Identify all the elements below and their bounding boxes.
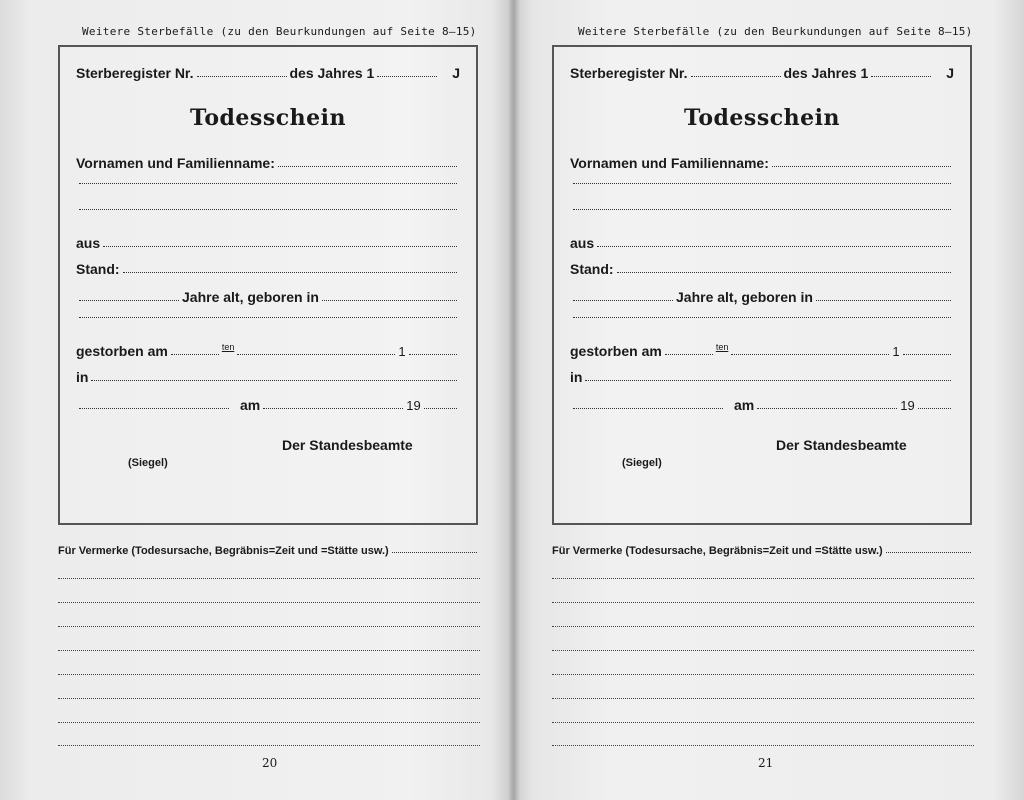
- status-row: [570, 261, 954, 277]
- register-label: Sterberegister Nr.: [570, 65, 688, 81]
- name-continuation-row: [76, 209, 460, 214]
- registrar-label: Der Standesbeamte: [776, 437, 907, 453]
- running-head: Weitere Sterbefälle (zu den Beurkundungen auf Seite 8–15): [578, 25, 973, 38]
- age-field: [573, 300, 673, 301]
- seal-label: (Siegel): [128, 457, 168, 469]
- in-label: in: [76, 369, 89, 385]
- status-field: [123, 272, 457, 273]
- page-number: 21: [758, 756, 774, 770]
- notes-line: [552, 674, 974, 675]
- register-row: [76, 65, 460, 81]
- name-continuation-row: [76, 183, 460, 188]
- notes-line: [552, 745, 974, 746]
- name-field-line-3: [79, 209, 457, 210]
- form-title: Todesschein: [684, 105, 840, 131]
- death-certificate-form: [552, 45, 972, 525]
- from-row: [76, 235, 460, 251]
- notes-field: [886, 552, 971, 553]
- century-prefix: 1: [892, 344, 900, 359]
- name-field-line-2: [79, 183, 457, 184]
- issue-year-field: [424, 408, 457, 409]
- year-field: [377, 76, 437, 77]
- issue-date-row: [570, 397, 954, 413]
- died-row: [570, 343, 954, 359]
- issue-year-field: [918, 408, 951, 409]
- death-day-field: [171, 354, 219, 355]
- name-field-line-3: [573, 209, 951, 210]
- death-day-field: [665, 354, 713, 355]
- status-label: Stand:: [76, 261, 120, 277]
- death-year-field: [903, 354, 951, 355]
- notes-line: [552, 650, 974, 651]
- blank-row: [76, 317, 460, 322]
- left-page: [0, 0, 510, 800]
- notes-line: [552, 602, 974, 603]
- ordinal-suffix: ten: [221, 342, 235, 352]
- status-label: Stand:: [570, 261, 614, 277]
- issue-date-row: [76, 397, 460, 413]
- notes-line: [552, 578, 974, 579]
- form-marker: J: [946, 65, 954, 81]
- age-row: [76, 289, 460, 305]
- name-continuation-row: [570, 209, 954, 214]
- form-title: Todesschein: [190, 105, 346, 131]
- name-label: Vornamen und Familienname:: [76, 155, 275, 171]
- issue-date-field: [757, 408, 897, 409]
- right-page: [514, 0, 1024, 800]
- death-year-field: [409, 354, 457, 355]
- century-19: 19: [900, 398, 915, 413]
- blank-row: [570, 317, 954, 322]
- running-head: Weitere Sterbefälle (zu den Beurkundungen auf Seite 8–15): [82, 25, 477, 38]
- place-row: [570, 369, 954, 385]
- name-row: [76, 155, 460, 171]
- died-label: gestorben am: [76, 343, 168, 359]
- status-row: [76, 261, 460, 277]
- died-label: gestorben am: [570, 343, 662, 359]
- registrar-label: Der Standesbeamte: [282, 437, 413, 453]
- register-label: Sterberegister Nr.: [76, 65, 194, 81]
- birthplace-field-line-2: [79, 317, 457, 318]
- am-label: am: [734, 397, 755, 413]
- notes-header: [58, 545, 480, 557]
- page-number: 20: [262, 756, 278, 770]
- seal-label: (Siegel): [622, 457, 662, 469]
- from-field: [103, 246, 457, 247]
- notes-line: [58, 722, 480, 723]
- age-field: [79, 300, 179, 301]
- death-month-field: [237, 354, 395, 355]
- in-label: in: [570, 369, 583, 385]
- age-label: Jahre alt, geboren in: [182, 289, 319, 305]
- register-number-field: [197, 76, 287, 77]
- from-label: aus: [76, 235, 101, 251]
- death-certificate-form: [58, 45, 478, 525]
- am-label: am: [240, 397, 261, 413]
- notes-line: [58, 674, 480, 675]
- ordinal-suffix: ten: [715, 342, 729, 352]
- name-field: [772, 166, 951, 167]
- notes-field: [392, 552, 477, 553]
- from-label: aus: [570, 235, 595, 251]
- notes-line: [58, 698, 480, 699]
- name-field: [278, 166, 457, 167]
- name-label: Vornamen und Familienname:: [570, 155, 769, 171]
- place-row: [76, 369, 460, 385]
- name-row: [570, 155, 954, 171]
- age-row: [570, 289, 954, 305]
- birthplace-field-line-2: [573, 317, 951, 318]
- from-row: [570, 235, 954, 251]
- year-label: des Jahres 1: [783, 65, 869, 81]
- register-row: [570, 65, 954, 81]
- death-place-field: [91, 380, 457, 381]
- notes-line: [552, 698, 974, 699]
- issue-date-field: [263, 408, 403, 409]
- century-prefix: 1: [398, 344, 406, 359]
- died-row: [76, 343, 460, 359]
- notes-line: [552, 722, 974, 723]
- notes-line: [58, 602, 480, 603]
- from-field: [597, 246, 951, 247]
- century-19: 19: [406, 398, 421, 413]
- notes-header: [552, 545, 974, 557]
- notes-line: [552, 626, 974, 627]
- notes-label: Für Vermerke (Todesursache, Begräbnis=Zeit und =Stätte usw.): [58, 545, 389, 557]
- notes-line: [58, 626, 480, 627]
- register-number-field: [691, 76, 781, 77]
- status-field: [617, 272, 951, 273]
- death-month-field: [731, 354, 889, 355]
- issue-place-field: [79, 408, 229, 409]
- birthplace-field: [322, 300, 457, 301]
- notes-line: [58, 578, 480, 579]
- notes-label: Für Vermerke (Todesursache, Begräbnis=Zeit und =Stätte usw.): [552, 545, 883, 557]
- notes-line: [58, 650, 480, 651]
- death-place-field: [585, 380, 951, 381]
- issue-place-field: [573, 408, 723, 409]
- form-marker: J: [452, 65, 460, 81]
- name-continuation-row: [570, 183, 954, 188]
- year-field: [871, 76, 931, 77]
- name-field-line-2: [573, 183, 951, 184]
- birthplace-field: [816, 300, 951, 301]
- age-label: Jahre alt, geboren in: [676, 289, 813, 305]
- year-label: des Jahres 1: [289, 65, 375, 81]
- notes-line: [58, 745, 480, 746]
